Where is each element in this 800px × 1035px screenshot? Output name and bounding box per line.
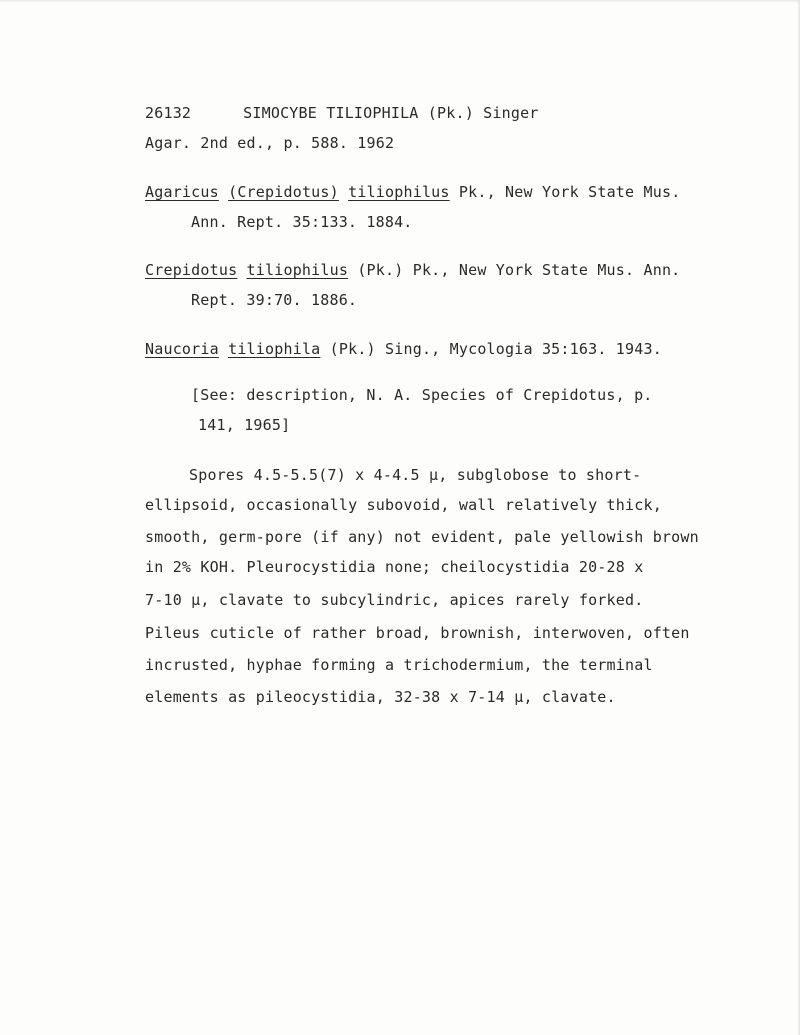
synonym-3-genus: Naucoria bbox=[145, 340, 219, 358]
description-line-6: Pileus cuticle of rather broad, brownish, interwoven, often bbox=[145, 624, 690, 642]
description-line-2: ellipsoid, occasionally subovoid, wall relatively thick, bbox=[145, 496, 662, 514]
description-line-3: smooth, germ-pore (if any) not evident, pale yellowish brown bbox=[145, 528, 699, 546]
synonym-2-line-2: Rept. 39:70. 1886. bbox=[191, 291, 358, 309]
reference-line: Agar. 2nd ed., p. 588. 1962 bbox=[145, 134, 395, 152]
synonym-1-epithet: tiliophilus bbox=[348, 183, 450, 201]
accession-number: 26132 bbox=[145, 104, 192, 122]
synonym-1-genus: Agaricus bbox=[145, 183, 219, 201]
synonym-2-line-1 bbox=[145, 261, 680, 279]
description-line-8: elements as pileocystidia, 32-38 x 7-14 µ, clavate. bbox=[145, 688, 616, 706]
synonym-2-genus: Crepidotus bbox=[145, 261, 238, 279]
synonym-2-epithet: tiliophilus bbox=[246, 261, 349, 279]
synonym-3-line-1 bbox=[145, 340, 662, 358]
note-line-1: [See: description, N. A. Species of Crepidotus, p. bbox=[191, 386, 653, 404]
scan-top-edge bbox=[0, 0, 800, 3]
synonym-1-citation: Pk., New York State Mus. bbox=[449, 183, 681, 201]
description-line-1: Spores 4.5-5.5(7) x 4-4.5 µ, subglobose to short- bbox=[189, 466, 642, 484]
synonym-1-subgenus: (Crepidotus) bbox=[228, 183, 339, 201]
taxon-name: SIMOCYBE TILIOPHILA (Pk.) Singer bbox=[243, 104, 539, 122]
synonym-3-citation: (Pk.) Sing., Mycologia 35:163. 1943. bbox=[320, 340, 662, 358]
note-line-2: 141, 1965] bbox=[198, 416, 291, 434]
description-line-5: 7-10 µ, clavate to subcylindric, apices rarely forked. bbox=[145, 591, 644, 609]
synonym-3-epithet: tiliophila bbox=[228, 340, 321, 358]
description-line-4: in 2% KOH. Pleurocystidia none; cheilocystidia 20-28 x bbox=[145, 558, 644, 576]
description-line-7: incrusted, hyphae forming a trichodermium, the terminal bbox=[145, 656, 653, 674]
synonym-2-citation: (Pk.) Pk., New York State Mus. Ann. bbox=[348, 261, 681, 279]
synonym-1-line-1 bbox=[145, 183, 680, 201]
synonym-1-line-2: Ann. Rept. 35:133. 1884. bbox=[191, 213, 413, 231]
header-line bbox=[145, 104, 539, 122]
